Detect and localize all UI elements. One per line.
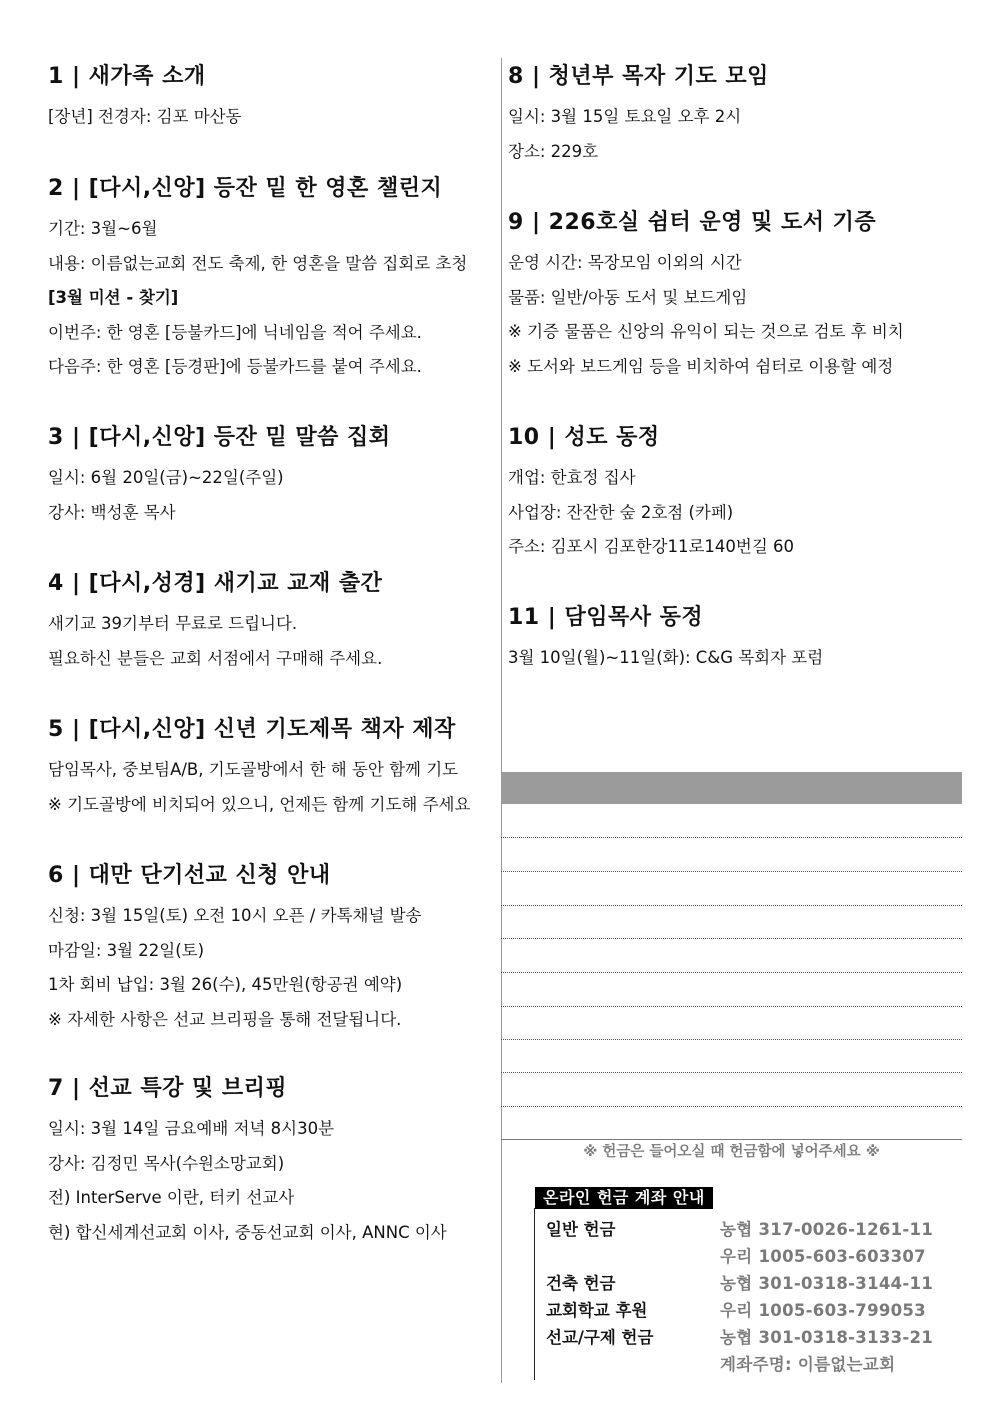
account-number: 농협 317-0026-1261-11 bbox=[720, 1220, 934, 1239]
account-number: 우리 1005-603-799053 bbox=[720, 1301, 926, 1320]
section-line: [3월 미션 - 찾기] bbox=[48, 288, 179, 307]
section-2 bbox=[48, 174, 492, 385]
section-line: ※ 기도골방에 비치되어 있으니, 언제든 함께 기도해 주세요 bbox=[48, 794, 471, 814]
section-line: 전) InterServe 이란, 터키 선교사 bbox=[48, 1188, 295, 1207]
account-row bbox=[546, 1324, 966, 1351]
memo-line bbox=[501, 1072, 962, 1073]
section-line: 물품: 일반/아동 도서 및 보드게임 bbox=[508, 287, 748, 307]
section-title: 2 | [다시,신앙] 등잔 밑 한 영혼 챌린지 bbox=[48, 176, 443, 201]
section-title: 7 | 선교 특강 및 브리핑 bbox=[48, 1076, 288, 1101]
section-title: 10 | 성도 동정 bbox=[508, 425, 660, 450]
memo-bottom-rule bbox=[501, 1139, 962, 1140]
section-line: 강사: 백성훈 목사 bbox=[48, 502, 176, 522]
account-table bbox=[546, 1216, 966, 1378]
section-line: 기간: 3월~6월 bbox=[48, 219, 158, 238]
section-10 bbox=[508, 423, 978, 565]
section-line: 주소: 김포시 김포한강11로140번길 60 bbox=[508, 537, 795, 556]
account-number: 농협 301-0318-3144-11 bbox=[720, 1274, 934, 1293]
account-number: 농협 301-0318-3133-21 bbox=[720, 1328, 934, 1347]
section-line: ※ 도서와 보드게임 등을 비치하여 쉼터로 이용할 예정 bbox=[508, 356, 894, 376]
section-line: 일시: 3월 15일 토요일 오후 2시 bbox=[508, 107, 742, 126]
section-line: 개업: 한효정 집사 bbox=[508, 468, 636, 487]
account-row bbox=[546, 1297, 966, 1324]
section-line: 장소: 229호 bbox=[508, 141, 599, 161]
account-row bbox=[546, 1270, 966, 1297]
section-line: 강사: 김정민 목사(수원소망교회) bbox=[48, 1153, 285, 1173]
account-label: 교회학교 후원 bbox=[546, 1301, 648, 1320]
section-6 bbox=[48, 861, 492, 1037]
section-line: 이번주: 한 영혼 [등불카드]에 닉네임을 적어 주세요. bbox=[48, 322, 422, 342]
section-7 bbox=[48, 1074, 492, 1250]
account-row bbox=[546, 1216, 966, 1243]
memo-line bbox=[501, 1106, 962, 1107]
account-number: 우리 1005-603-603307 bbox=[720, 1247, 926, 1266]
offering-notice: ※ 헌금은 들어오실 때 헌금함에 넣어주세요 ※ bbox=[583, 1144, 880, 1160]
section-11 bbox=[508, 603, 978, 676]
memo-line bbox=[501, 1039, 962, 1040]
account-label: 선교/구제 헌금 bbox=[546, 1328, 654, 1347]
memo-header-bar bbox=[501, 772, 962, 804]
section-line: 신청: 3월 15일(토) 오전 10시 오픈 / 카톡채널 발송 bbox=[48, 906, 422, 925]
section-title: 5 | [다시,신앙] 신년 기도제목 책자 제작 bbox=[48, 717, 456, 742]
section-line: 3월 10일(월)~11일(화): C&G 목회자 포럼 bbox=[508, 648, 824, 667]
section-3 bbox=[48, 423, 492, 530]
section-title: 3 | [다시,신앙] 등잔 밑 말씀 집회 bbox=[48, 425, 391, 450]
section-line: 내용: 이름없는교회 전도 축제, 한 영혼을 말씀 집회로 초청 bbox=[48, 253, 468, 273]
section-line: 일시: 3월 14일 금요예배 저녁 8시30분 bbox=[48, 1119, 335, 1138]
section-line: [장년] 전경자: 김포 마산동 bbox=[48, 107, 242, 126]
section-5 bbox=[48, 715, 492, 822]
section-line: ※ 자세한 사항은 선교 브리핑을 통해 전달됩니다. bbox=[48, 1009, 402, 1029]
account-label: 건축 헌금 bbox=[546, 1274, 616, 1293]
online-offering-title: 온라인 헌금 계좌 안내 bbox=[535, 1187, 713, 1209]
section-title: 6 | 대만 단기선교 신청 안내 bbox=[48, 863, 331, 888]
section-title: 1 | 새가족 소개 bbox=[48, 64, 206, 89]
section-line: 운영 시간: 목장모임 이외의 시간 bbox=[508, 253, 742, 272]
account-row bbox=[546, 1243, 966, 1270]
account-holder: 계좌주명: 이름없는교회 bbox=[720, 1355, 896, 1374]
section-line: ※ 기증 물품은 신앙의 유익이 되는 것으로 검토 후 비치 bbox=[508, 322, 904, 341]
account-label: 일반 헌금 bbox=[546, 1220, 616, 1239]
section-line: 1차 회비 납입: 3월 26(수), 45만원(항공권 예약) bbox=[48, 975, 403, 994]
memo-line bbox=[501, 972, 962, 973]
account-row bbox=[546, 1351, 966, 1378]
section-line: 마감일: 3월 22일(토) bbox=[48, 940, 205, 960]
section-title: 11 | 담임목사 동정 bbox=[508, 605, 704, 630]
section-9 bbox=[508, 208, 978, 384]
memo-line bbox=[501, 905, 962, 906]
memo-line bbox=[501, 837, 962, 838]
online-offering-rule bbox=[534, 1208, 535, 1380]
section-1 bbox=[48, 62, 492, 135]
section-title: 8 | 청년부 목자 기도 모임 bbox=[508, 64, 769, 89]
section-8 bbox=[508, 62, 978, 169]
section-line: 다음주: 한 영혼 [등경판]에 등불카드를 붙여 주세요. bbox=[48, 357, 422, 376]
section-line: 사업장: 잔잔한 숲 2호점 (카페) bbox=[508, 502, 734, 522]
section-4 bbox=[48, 569, 492, 676]
section-title: 9 | 226호실 쉼터 운영 및 도서 기증 bbox=[508, 210, 877, 235]
section-line: 담임목사, 중보팀A/B, 기도골방에서 한 해 동안 함께 기도 bbox=[48, 760, 459, 779]
memo-line bbox=[501, 1006, 962, 1007]
section-line: 일시: 6월 20일(금)~22일(주일) bbox=[48, 468, 284, 487]
section-line: 새기교 39기부터 무료로 드립니다. bbox=[48, 614, 298, 633]
section-line: 필요하신 분들은 교회 서점에서 구매해 주세요. bbox=[48, 648, 383, 668]
memo-line bbox=[501, 871, 962, 872]
section-line: 현) 합신세계선교회 이사, 중동선교회 이사, ANNC 이사 bbox=[48, 1222, 447, 1242]
memo-line bbox=[501, 938, 962, 939]
section-title: 4 | [다시,성경] 새기교 교재 출간 bbox=[48, 571, 383, 596]
column-divider bbox=[501, 58, 502, 1383]
